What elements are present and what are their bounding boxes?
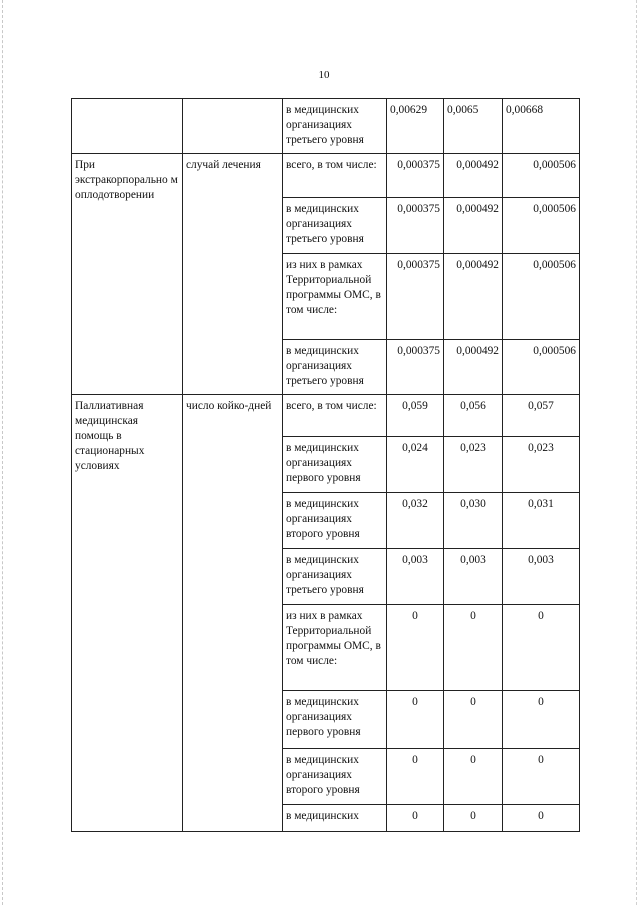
value-cell-3: 0 bbox=[503, 749, 580, 805]
subcategory-cell: всего, в том числе: bbox=[283, 154, 387, 198]
value-cell-3: 0,003 bbox=[503, 549, 580, 605]
category-cell bbox=[72, 99, 183, 154]
category-cell: Паллиативная медицинская помощь в стационарных условиях bbox=[72, 395, 183, 832]
value-cell-1: 0,032 bbox=[387, 493, 444, 549]
subcategory-cell: в медицинских организациях первого уровня bbox=[283, 691, 387, 749]
value-cell-3: 0 bbox=[503, 691, 580, 749]
page-number: 10 bbox=[318, 69, 330, 81]
category-cell: При экстракорпорально м оплодотворении bbox=[72, 154, 183, 395]
value-cell-1: 0,003 bbox=[387, 549, 444, 605]
subcategory-cell: в медицинских организациях первого уровня bbox=[283, 437, 387, 493]
value-cell-2: 0 bbox=[444, 691, 503, 749]
value-cell-1: 0,024 bbox=[387, 437, 444, 493]
table-row bbox=[72, 99, 580, 154]
subcategory-cell: в медицинских bbox=[283, 805, 387, 832]
subcategory-cell: в медицинских организациях третьего уровня bbox=[283, 549, 387, 605]
value-cell-2: 0,000492 bbox=[444, 340, 503, 395]
value-cell-1: 0,000375 bbox=[387, 254, 444, 340]
value-cell-2: 0 bbox=[444, 749, 503, 805]
value-cell-1: 0,000375 bbox=[387, 198, 444, 254]
value-cell-1: 0 bbox=[387, 749, 444, 805]
value-cell-1: 0 bbox=[387, 805, 444, 832]
subcategory-cell: в медицинских организациях второго уровня bbox=[283, 493, 387, 549]
value-cell-3: 0 bbox=[503, 805, 580, 832]
scan-edge-left bbox=[2, 0, 4, 905]
value-cell-2: 0 bbox=[444, 605, 503, 691]
subcategory-cell: в медицинских организациях третьего уровня bbox=[283, 198, 387, 254]
value-cell-3: 0,023 bbox=[503, 437, 580, 493]
value-cell-2: 0,0065 bbox=[444, 99, 503, 154]
value-cell-3: 0,00668 bbox=[503, 99, 580, 154]
value-cell-3: 0 bbox=[503, 605, 580, 691]
value-cell-2: 0,000492 bbox=[444, 254, 503, 340]
subcategory-cell: всего, в том числе: bbox=[283, 395, 387, 437]
value-cell-1: 0,00629 bbox=[387, 99, 444, 154]
unit-cell: число койко-дней bbox=[183, 395, 283, 832]
value-cell-2: 0 bbox=[444, 805, 503, 832]
scan-edge-right bbox=[636, 0, 638, 905]
value-cell-1: 0 bbox=[387, 605, 444, 691]
value-cell-2: 0,003 bbox=[444, 549, 503, 605]
value-cell-1: 0,000375 bbox=[387, 154, 444, 198]
value-cell-3: 0,000506 bbox=[503, 254, 580, 340]
subcategory-cell: из них в рамках Территориальной программы ОМС, в том числе: bbox=[283, 254, 387, 340]
subcategory-cell: в медицинских организациях третьего уровня bbox=[283, 99, 387, 154]
value-cell-1: 0,059 bbox=[387, 395, 444, 437]
value-cell-3: 0,000506 bbox=[503, 154, 580, 198]
table-row bbox=[72, 154, 580, 198]
value-cell-3: 0,031 bbox=[503, 493, 580, 549]
subcategory-cell: в медицинских организациях второго уровня bbox=[283, 749, 387, 805]
subcategory-cell: из них в рамках Территориальной программы ОМС, в том числе: bbox=[283, 605, 387, 691]
value-cell-3: 0,000506 bbox=[503, 340, 580, 395]
unit-cell: случай лечения bbox=[183, 154, 283, 395]
subcategory-cell: в медицинских организациях третьего уровня bbox=[283, 340, 387, 395]
value-cell-3: 0,057 bbox=[503, 395, 580, 437]
value-cell-2: 0,030 bbox=[444, 493, 503, 549]
data-table bbox=[71, 98, 580, 832]
value-cell-2: 0,000492 bbox=[444, 154, 503, 198]
value-cell-2: 0,000492 bbox=[444, 198, 503, 254]
value-cell-2: 0,023 bbox=[444, 437, 503, 493]
unit-cell bbox=[183, 99, 283, 154]
value-cell-1: 0 bbox=[387, 691, 444, 749]
value-cell-3: 0,000506 bbox=[503, 198, 580, 254]
value-cell-2: 0,056 bbox=[444, 395, 503, 437]
value-cell-1: 0,000375 bbox=[387, 340, 444, 395]
table-row bbox=[72, 395, 580, 437]
